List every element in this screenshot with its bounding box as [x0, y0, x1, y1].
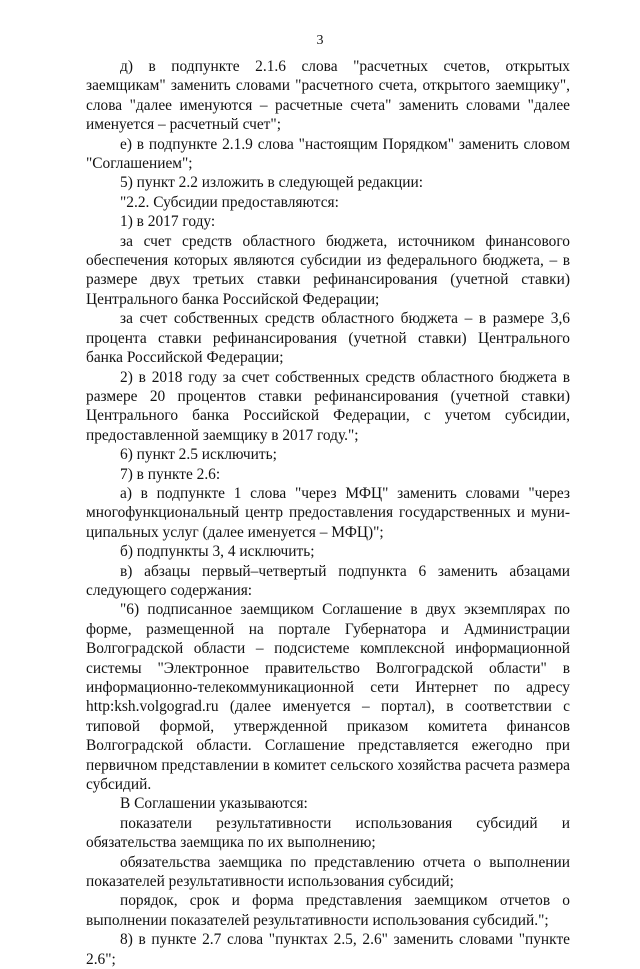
- paragraph-item-5: 5) пункт 2.2 изложить в следующей редакции:: [120, 174, 424, 192]
- paragraph-v: в) абзацы первый–четвертый подпункта 6 заменить абзацами следующего содержания:: [86, 562, 570, 599]
- paragraph-regional-funds: за счет собственных средств областного бюджета – в размере 3,6 процента ставки рефинансирования (учетной ставки) Центрального банка Российской Федерации;: [86, 310, 570, 367]
- paragraph-a: а) в подпункте 1 слова "через МФЦ" заменить словами "через многофункциональный центр предоставления государственных и муниципальных услуг (далее именуется – МФЦ)";: [86, 484, 570, 541]
- paragraph-agreement-includes: В Соглашении указываются:: [120, 795, 308, 813]
- paragraph-item-7: 7) в пункте 2.6:: [120, 465, 221, 483]
- paragraph-2018: 2) в 2018 году за счет собственных средств областного бюджета в размере 20 процентов ставки рефинансирования (учетной ставки) Центрального банка Российской Федерации, с учетом субсидии, предоставленной заемщику в 2017 году.";: [86, 368, 570, 444]
- document-body: [86, 57, 570, 969]
- paragraph-item-6: 6) пункт 2.5 исключить;: [120, 446, 277, 464]
- paragraph-b: б) подпункты 3, 4 исключить;: [120, 543, 315, 561]
- paragraph-e: е) в подпункте 2.1.9 слова "настоящим Порядком" заменить словом "Соглашением";: [86, 135, 570, 173]
- paragraph-subitem-6: "6) подписанное заемщиком Соглашение в двух экземплярах по форме, размещенной на портале Губернатора и Администрации Волгоградской области – подсистеме комплексной информационной системы "Электронное правительство Волгоградской области" в информационно-телекоммуникационной сети Интернет по адресу http:ksh.volgograd.ru (далее именуется – портал), в соответствии с типовой формой, утвержденной приказом комитета финансов Волгоградской области. Соглашение представляется ежегодно при первичном представлении в комитет сельского хозяйства расчета размера субсидий.: [86, 601, 570, 794]
- paragraph-procedure: порядок, срок и форма представления заемщиком отчетов о выполнении показателей результативности использования субсидий.";: [86, 892, 570, 929]
- paragraph-d: д) в подпункте 2.1.6 слова "расчетных счетов, открытых заемщикам" заменить словами "расчетного счета, открытого заемщику", слова "далее именуются – расчетные счета" заменить словами "далее именуется – расчетный счет";: [86, 58, 570, 134]
- paragraph-2017: 1) в 2017 году:: [120, 213, 216, 231]
- paragraph-indicators: показатели результативности использования субсидий и обязательства заемщика по их выполнению;: [86, 814, 570, 852]
- paragraph-obligations: обязательства заемщика по представлению отчета о выполнении показателей результативности использования субсидий;: [86, 853, 570, 891]
- paragraph-item-8: 8) в пункте 2.7 слова "пунктах 2.5, 2.6" заменить словами "пункте 2.6";: [86, 931, 570, 968]
- page-number: 3: [316, 33, 324, 48]
- paragraph-federal-funds: за счет средств областного бюджета, источником финансового обеспечения которых являются субсидии из федерального бюджета, – в размере двух третьих ставки рефинансирования (учетной ставки) Центрального банка Российской Федерации;: [86, 232, 570, 308]
- paragraph-2-2-heading: "2.2. Субсидии предоставляются:: [120, 193, 339, 211]
